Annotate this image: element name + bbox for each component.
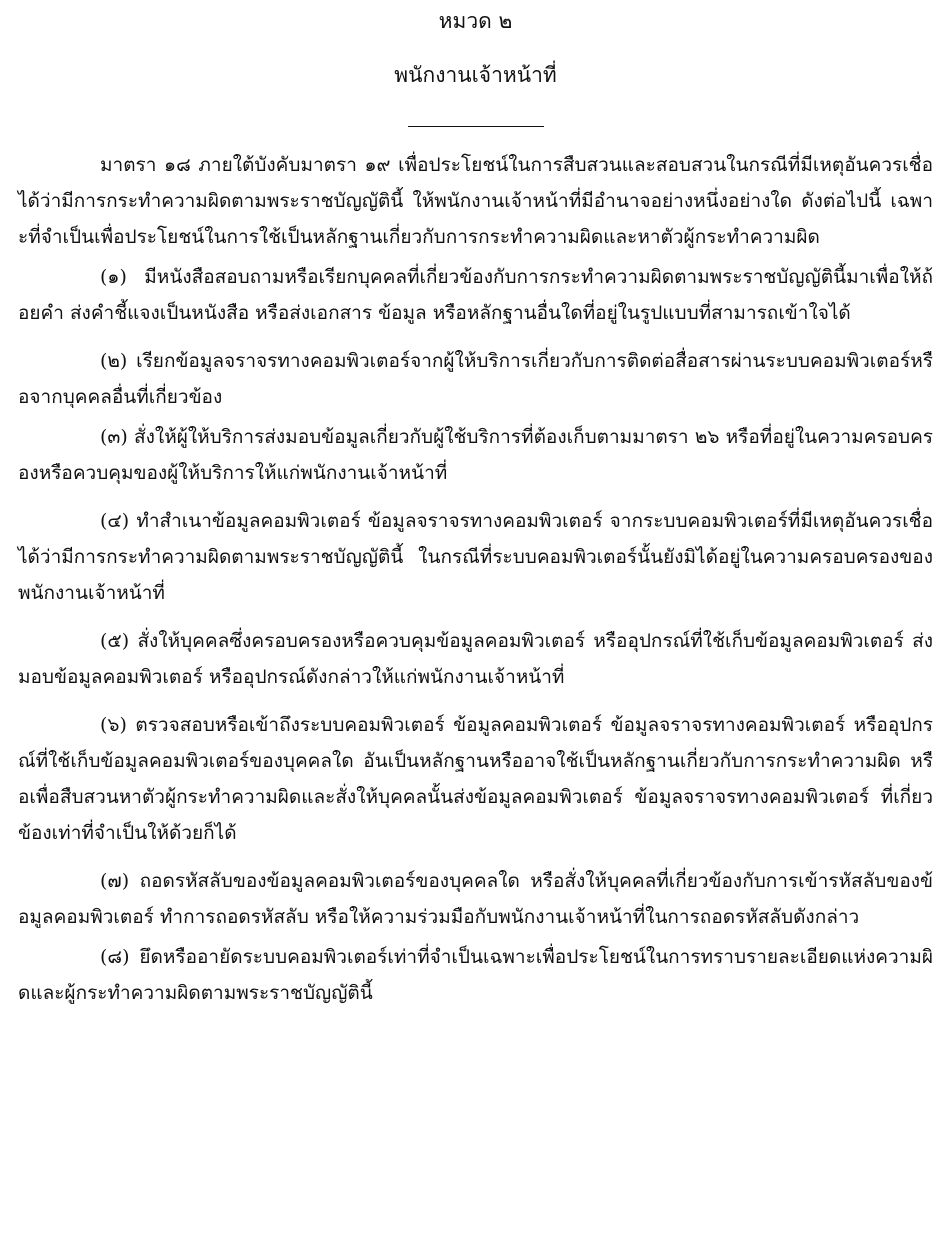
document-page <box>18 6 933 1011</box>
chapter-heading: หมวด ๒ <box>438 9 513 33</box>
clause-4: (๔) ทำสำเนาข้อมูลคอมพิวเตอร์ ข้อมูลจราจรทางคอมพิวเตอร์ จากระบบคอมพิวเตอร์ที่มีเหตุอันควรเชื่อได้ว่ามีการกระทำความผิดตามพระราชบัญญัตินี้ ในกรณีที่ระบบคอมพิวเตอร์นั้นยังมิได้อยู่ในความครอบครองของพนักงานเจ้าหน้าที่ <box>18 510 933 604</box>
clause-8: (๘) ยึดหรืออายัดระบบคอมพิวเตอร์เท่าที่จำเป็นเฉพาะเพื่อประโยชน์ในการทราบรายละเอียดแห่งความผิดและผู้กระทำความผิดตามพระราชบัญญัตินี้ <box>18 946 933 1004</box>
clause-7: (๗) ถอดรหัสลับของข้อมูลคอมพิวเตอร์ของบุคคลใด หรือสั่งให้บุคคลที่เกี่ยวข้องกับการเข้ารหัสลับของข้อมูลคอมพิวเตอร์ ทำการถอดรหัสลับ หรือให้ความร่วมมือกับพนักงานเจ้าหน้าที่ในการถอดรหัสลับดังกล่าว <box>18 870 933 928</box>
clause-3: (๓) สั่งให้ผู้ให้บริการส่งมอบข้อมูลเกี่ยวกับผู้ใช้บริการที่ต้องเก็บตามมาตรา ๒๖ หรือที่อยู่ในความครอบครองหรือควบคุมของผู้ให้บริการให้แก่พนักงานเจ้าหน้าที่ <box>18 426 933 484</box>
chapter-title: พนักงานเจ้าหน้าที่ <box>394 63 557 87</box>
section-18-intro: มาตรา ๑๘ ภายใต้บังคับมาตรา ๑๙ เพื่อประโยชน์ในการสืบสวนและสอบสวนในกรณีที่มีเหตุอันควรเชื่อได้ว่ามีการกระทำความผิดตามพระราชบัญญัตินี้ ให้พนักงานเจ้าหน้าที่มีอำนาจอย่างหนึ่งอย่างใด ดังต่อไปนี้ เฉพาะที่จำเป็นเพื่อประโยชน์ในการใช้เป็นหลักฐานเกี่ยวกับการกระทำความผิดและหาตัวผู้กระทำความผิด <box>18 154 933 248</box>
clause-6: (๖) ตรวจสอบหรือเข้าถึงระบบคอมพิวเตอร์ ข้อมูลคอมพิวเตอร์ ข้อมูลจราจรทางคอมพิวเตอร์ หรืออุปกรณ์ที่ใช้เก็บข้อมูลคอมพิวเตอร์ของบุคคลใด อันเป็นหลักฐานหรืออาจใช้เป็นหลักฐานเกี่ยวกับการกระทำความผิด หรือเพื่อสืบสวนหาตัวผู้กระทำความผิดและสั่งให้บุคคลนั้นส่งข้อมูลคอมพิวเตอร์ ข้อมูลจราจรทางคอมพิวเตอร์ ที่เกี่ยวข้องเท่าที่จำเป็นให้ด้วยก็ได้ <box>18 714 933 844</box>
clause-1: (๑) มีหนังสือสอบถามหรือเรียกบุคคลที่เกี่ยวข้องกับการกระทำความผิดตามพระราชบัญญัตินี้มาเพื่อให้ถ้อยคำ ส่งคำชี้แจงเป็นหนังสือ หรือส่งเอกสาร ข้อมูล หรือหลักฐานอื่นใดที่อยู่ในรูปแบบที่สามารถเข้าใจได้ <box>18 266 933 324</box>
clause-5: (๕) สั่งให้บุคคลซึ่งครอบครองหรือควบคุมข้อมูลคอมพิวเตอร์ หรืออุปกรณ์ที่ใช้เก็บข้อมูลคอมพิวเตอร์ ส่งมอบข้อมูลคอมพิวเตอร์ หรืออุปกรณ์ดังกล่าวให้แก่พนักงานเจ้าหน้าที่ <box>18 630 933 688</box>
clause-2: (๒) เรียกข้อมูลจราจรทางคอมพิวเตอร์จากผู้ให้บริการเกี่ยวกับการติดต่อสื่อสารผ่านระบบคอมพิวเตอร์หรือจากบุคคลอื่นที่เกี่ยวข้อง <box>18 350 933 408</box>
title-divider <box>408 126 544 127</box>
